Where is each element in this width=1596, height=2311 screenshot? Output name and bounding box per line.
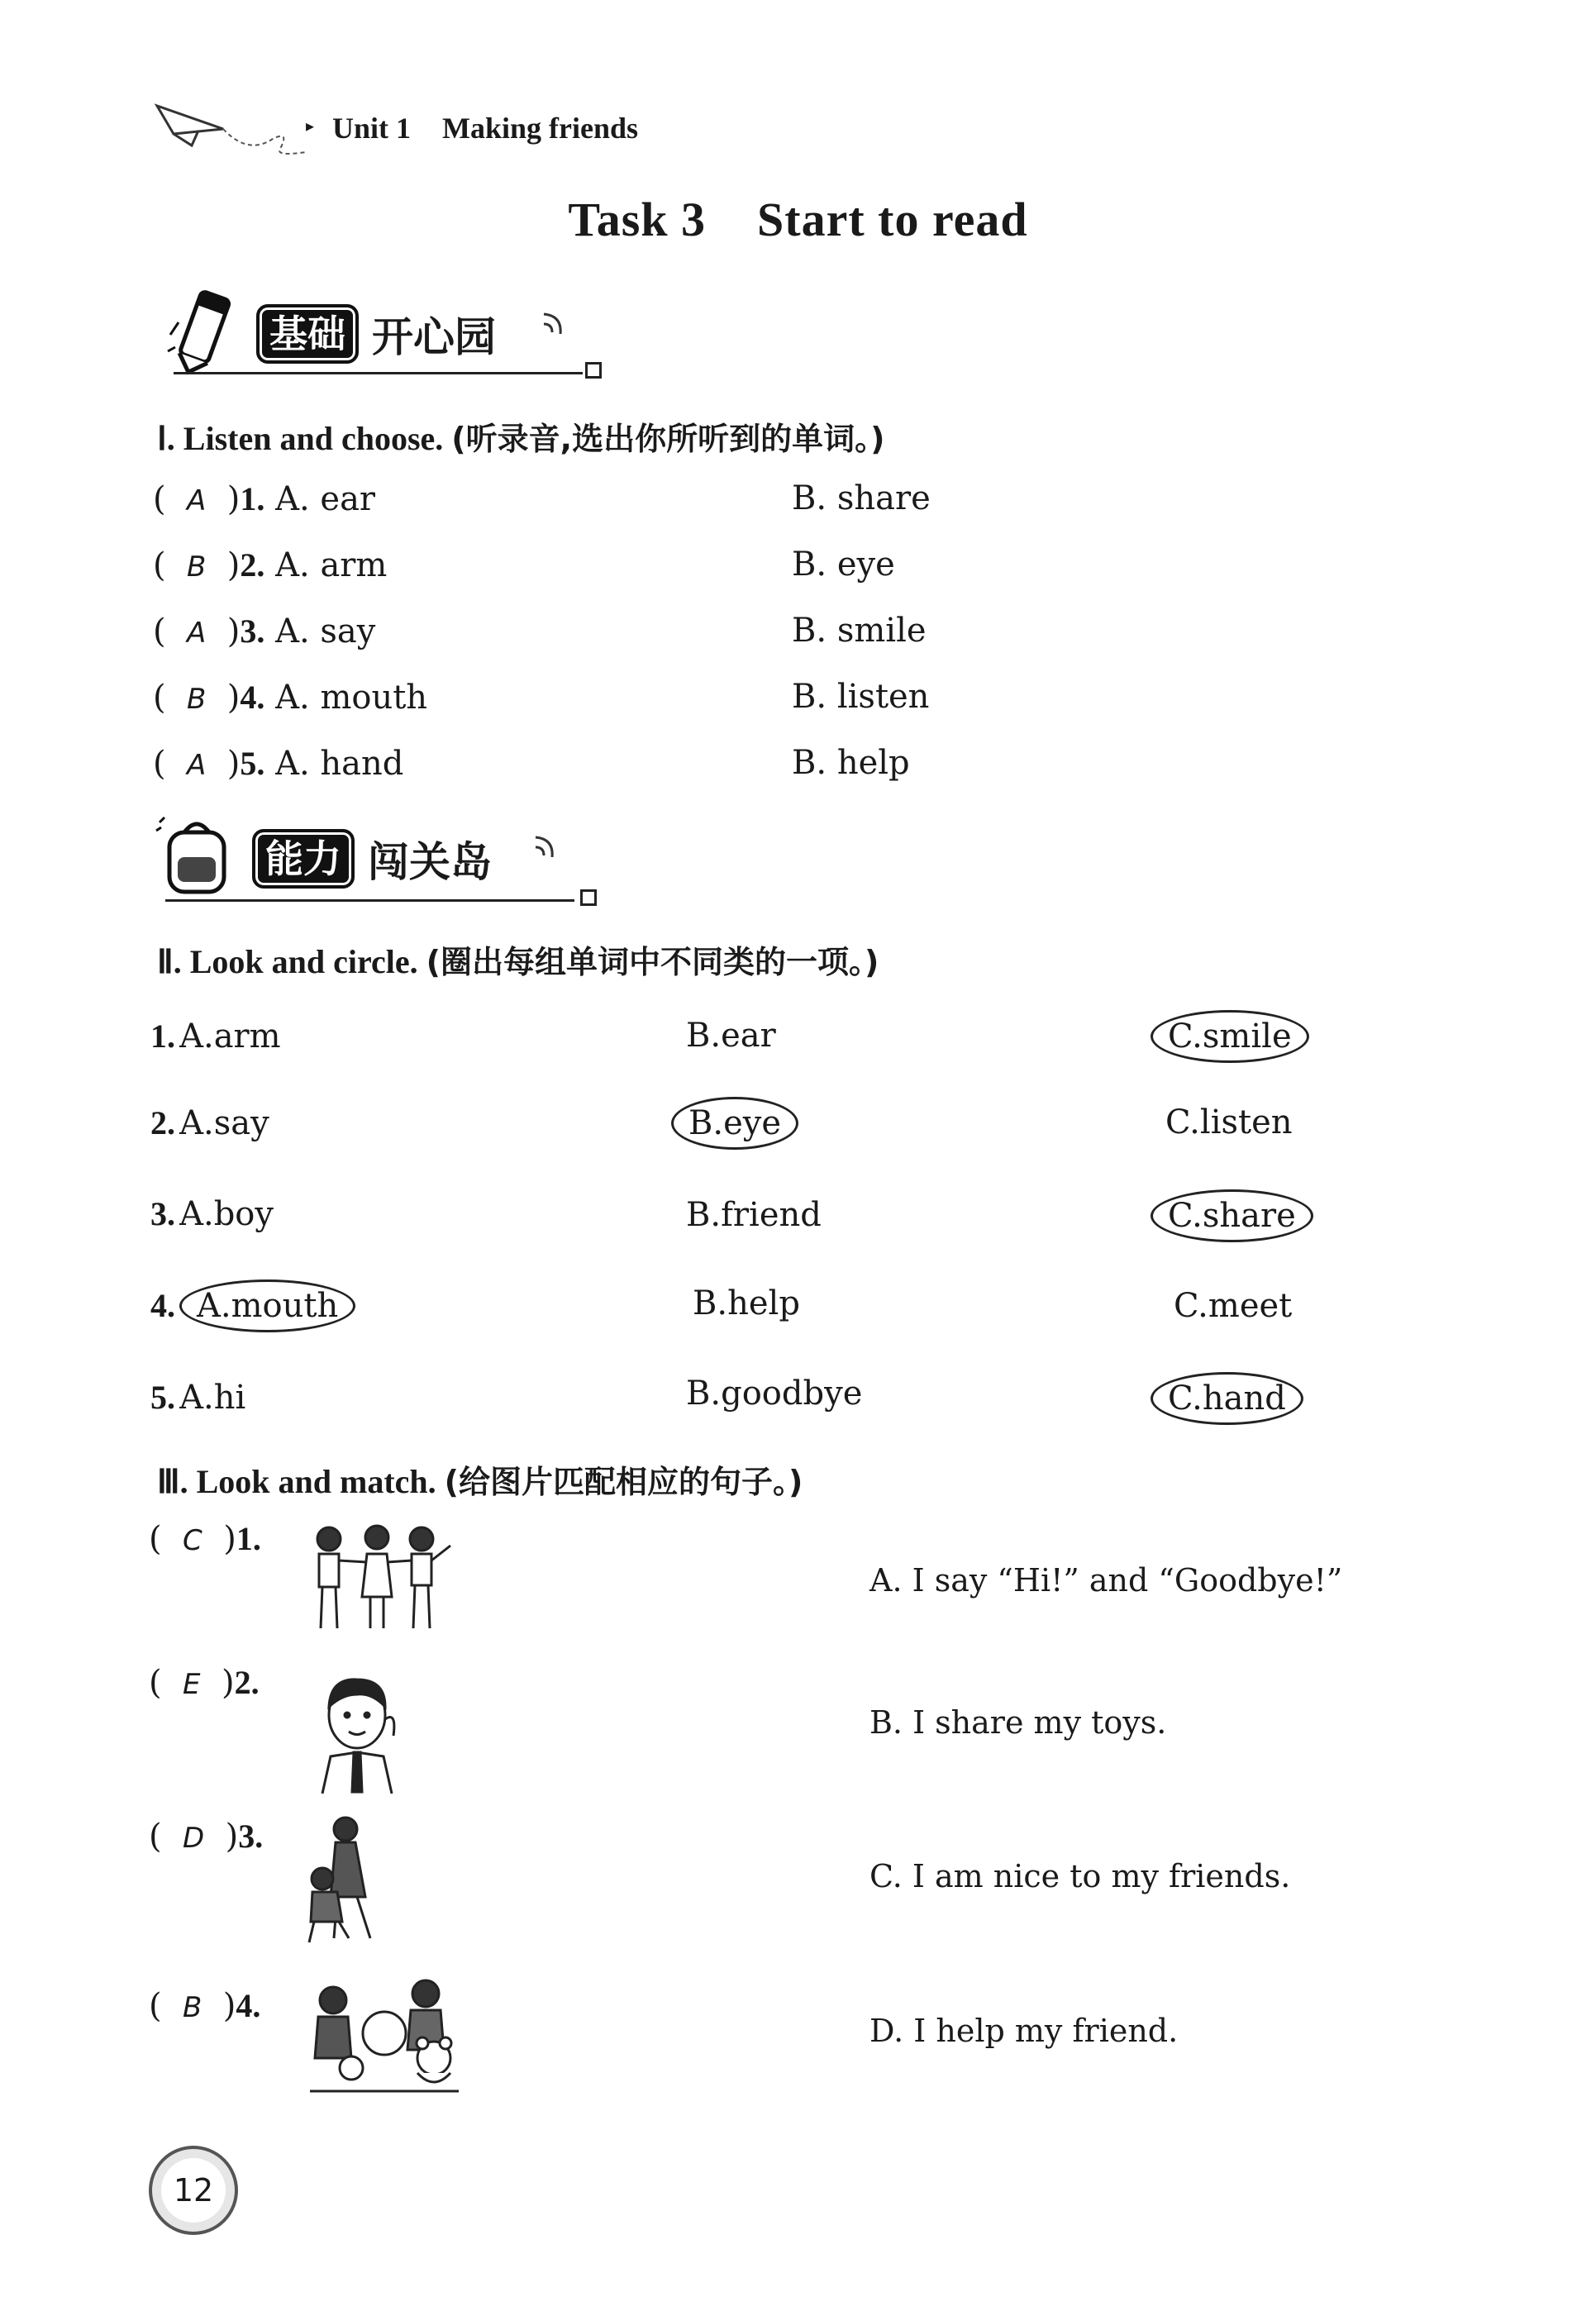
option-b: B.ear bbox=[686, 1017, 776, 1055]
sentence-d: D. I help my friend. bbox=[869, 2013, 1179, 2049]
option-b: B.friend bbox=[686, 1196, 822, 1234]
part1-instruction-cn: (听录音,选出你所听到的单词。) bbox=[451, 421, 885, 457]
option-b: B. listen bbox=[792, 678, 930, 716]
list-item: ( D )3. bbox=[149, 1818, 264, 1856]
header-unit: Unit 1 bbox=[332, 112, 412, 145]
option-c: C.meet bbox=[1174, 1287, 1293, 1325]
part3-instruction-en: Look and match. bbox=[196, 1463, 436, 1500]
section1-name: 开心园 bbox=[372, 313, 496, 361]
list-item: ( B )4. A. mouth bbox=[153, 679, 428, 717]
header-topic: Making friends bbox=[442, 112, 639, 145]
option-b: B. help bbox=[792, 744, 910, 782]
answer-blank: C bbox=[183, 1524, 202, 1557]
answer-blank: B bbox=[187, 683, 207, 716]
sentence-b: B. I share my toys. bbox=[869, 1704, 1167, 1741]
option-b: B. smile bbox=[792, 612, 927, 650]
header-arrow-icon: ▸ bbox=[306, 116, 315, 136]
part2-roman: Ⅱ. bbox=[157, 943, 182, 980]
list-item: ( A )5. A. hand bbox=[153, 745, 404, 783]
page-number: 12 bbox=[173, 2172, 214, 2209]
answer-blank: A bbox=[187, 617, 207, 650]
option-b: B.goodbye bbox=[686, 1375, 863, 1413]
section1-underline bbox=[174, 372, 583, 374]
sound-wave-icon bbox=[529, 831, 562, 864]
option-c-circled: C.smile bbox=[1151, 1010, 1309, 1063]
option-c-circled: C.hand bbox=[1151, 1372, 1303, 1425]
list-item: 4. bbox=[150, 1287, 175, 1324]
sound-wave-icon bbox=[537, 307, 570, 341]
part3-instruction-cn: (给图片匹配相应的句子。) bbox=[444, 1464, 803, 1500]
pencil-icon bbox=[164, 285, 242, 376]
kids-helping-illustration bbox=[306, 1814, 409, 1946]
section2-badge-label: 能力 bbox=[252, 829, 355, 889]
section2-name: 闯关岛 bbox=[368, 838, 492, 886]
paper-plane-icon bbox=[149, 98, 314, 155]
list-item: ( E )2. bbox=[149, 1664, 260, 1702]
section1-corner-mark bbox=[585, 362, 602, 379]
section1-badge bbox=[256, 304, 496, 364]
answer-blank: A bbox=[187, 484, 207, 517]
page-title: Task 3 Start to read bbox=[568, 193, 1028, 246]
list-item: ( A )1. A. ear bbox=[153, 480, 376, 518]
backpack-icon bbox=[153, 814, 240, 901]
list-item: ( B )4. bbox=[149, 1987, 261, 2025]
part1-instruction bbox=[157, 413, 884, 459]
part3-roman: Ⅲ. bbox=[157, 1463, 188, 1500]
section2-badge bbox=[252, 829, 492, 889]
list-item: 1. A.arm bbox=[150, 1017, 281, 1055]
option-c: C.listen bbox=[1165, 1103, 1293, 1141]
kids-sharing-toys-illustration bbox=[302, 1975, 467, 2095]
list-item: ( C )1. bbox=[149, 1520, 261, 1558]
option-c-circled: C.share bbox=[1151, 1189, 1313, 1242]
answer-blank: B bbox=[183, 1991, 202, 2024]
part2-instruction-cn: (圈出每组单词中不同类的一项。) bbox=[426, 944, 879, 980]
part1-instruction-en: Listen and choose. bbox=[183, 420, 444, 457]
part2-instruction bbox=[157, 936, 879, 982]
part3-instruction bbox=[157, 1456, 803, 1502]
option-b: B.help bbox=[693, 1284, 800, 1322]
section2-corner-mark bbox=[580, 889, 597, 906]
option-b: B. eye bbox=[792, 546, 895, 584]
list-item: ( B )2. A. arm bbox=[153, 546, 388, 584]
three-kids-illustration bbox=[298, 1521, 455, 1641]
list-item: ( A )3. A. say bbox=[153, 612, 376, 650]
sentence-a: A. I say “Hi!” and “Goodbye!” bbox=[869, 1562, 1343, 1599]
list-item: 3. A.boy bbox=[150, 1195, 274, 1233]
part2-instruction-en: Look and circle. bbox=[189, 943, 418, 980]
answer-blank: E bbox=[183, 1668, 201, 1701]
option-a-circled: A.mouth bbox=[179, 1279, 355, 1332]
part1-roman: Ⅰ. bbox=[157, 420, 175, 457]
answer-blank: B bbox=[187, 550, 207, 584]
option-b: B. share bbox=[792, 479, 931, 517]
option-b-circled: B.eye bbox=[671, 1097, 798, 1150]
list-item: 2. A.say bbox=[150, 1104, 269, 1142]
section2-underline bbox=[165, 899, 574, 902]
section1-badge-label: 基础 bbox=[256, 304, 359, 364]
answer-blank: D bbox=[183, 1822, 205, 1855]
answer-blank: A bbox=[187, 749, 207, 782]
sentence-c: C. I am nice to my friends. bbox=[869, 1858, 1291, 1894]
boy-listening-illustration bbox=[306, 1670, 413, 1794]
page-number-badge bbox=[149, 2146, 238, 2235]
list-item: 5. A.hi bbox=[150, 1379, 246, 1417]
